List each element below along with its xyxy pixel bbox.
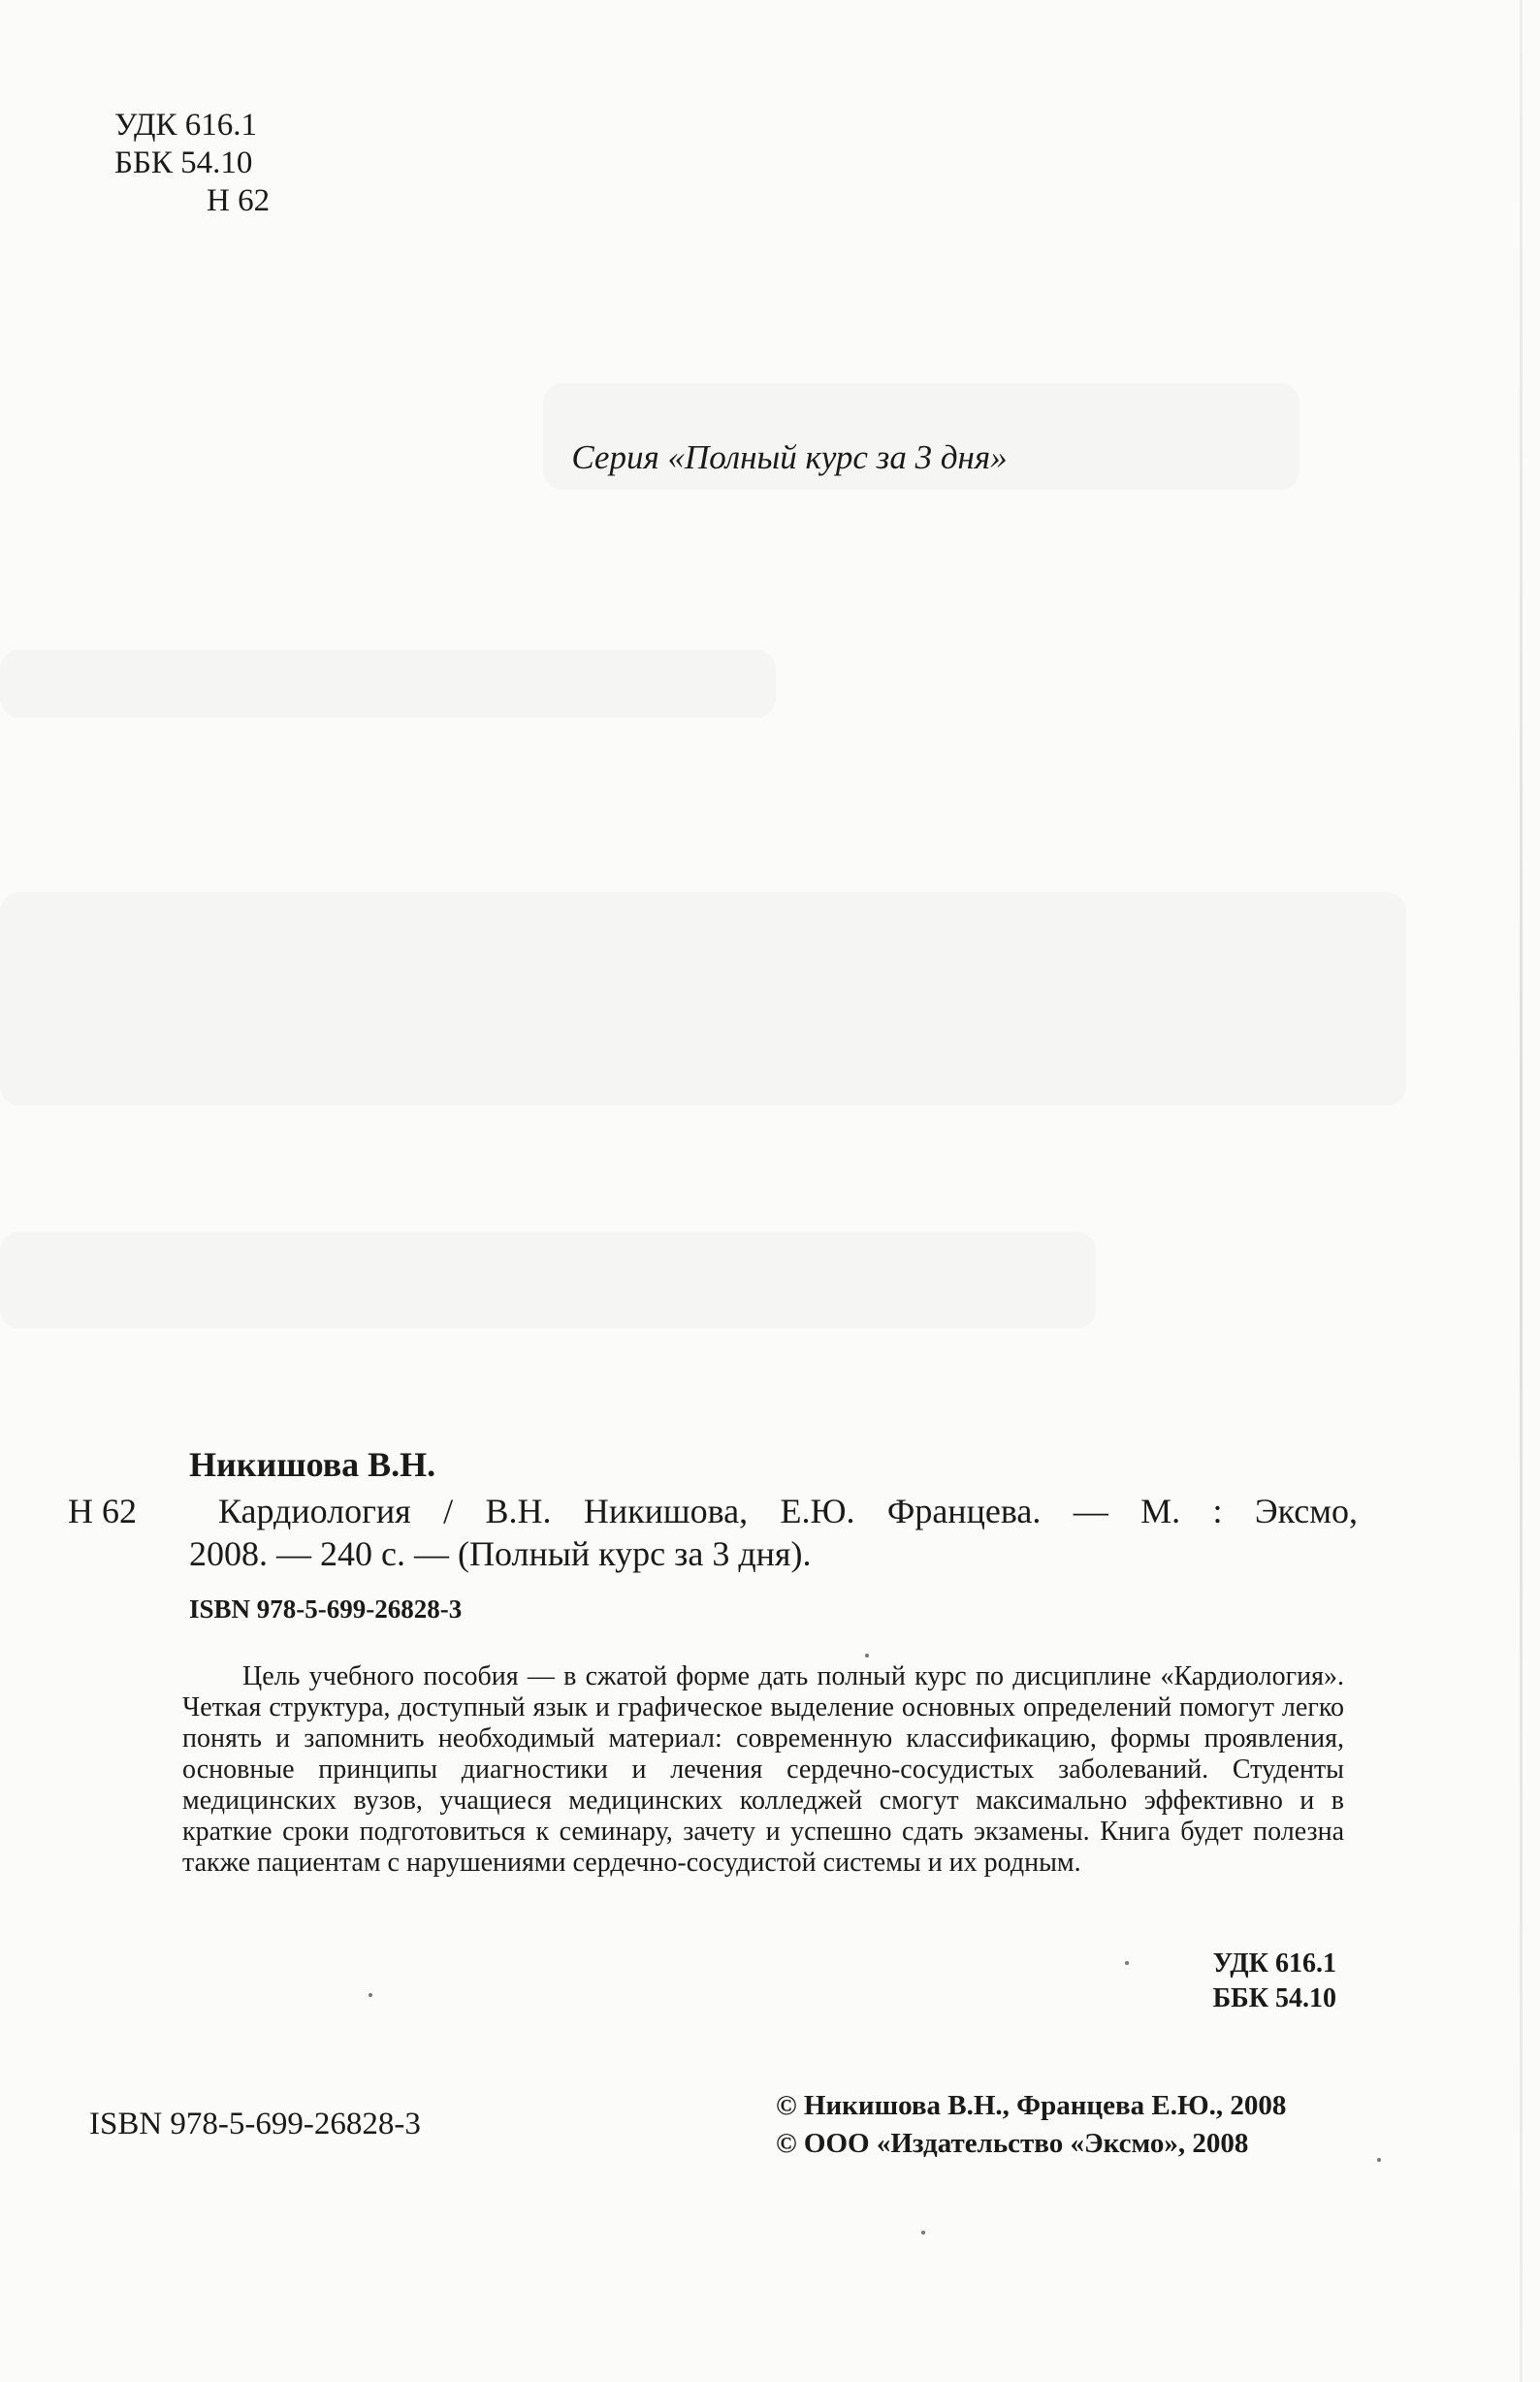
- record-entry: [68, 1490, 1358, 1575]
- book-abstract: Цель учебного пособия — в сжатой форме дать полный курс по дисциплине «Кардиология». Четкая структура, доступный язык и графическое выделение основных определений помогут легко понять и запомнить необходимый материал: современную классификацию, формы проявления, основные принципы диагностики и лечения сердечно-сосудистых заболеваний. Студенты медицинских вузов, учащиеся медицинских колледжей смогут максимально эффективно и в краткие сроки подготовиться к семинару, зачету и успешно сдать экзамены. Книга будет полезна также пациентам с нарушениями сердечно-сосудистой системы и их родным.: [182, 1661, 1344, 1878]
- record-text: [189, 1490, 1358, 1575]
- scan-speck: [921, 2231, 925, 2235]
- bbk-code-right: ББК 54.10: [1212, 1983, 1336, 2013]
- udk-code-right: УДК 616.1: [1212, 1948, 1336, 1979]
- record-author: Никишова В.Н.: [189, 1445, 436, 1484]
- show-through-shape: [0, 650, 776, 718]
- show-through-shape: [0, 892, 1406, 1106]
- bibliographic-record: [68, 1443, 1358, 1879]
- author-sign-code: Н 62: [207, 183, 271, 218]
- udk-code: УДК 616.1: [114, 108, 258, 143]
- record-code: Н 62: [68, 1492, 137, 1530]
- copyright-publisher: © ООО «Издательство «Эксмо», 2008: [776, 2128, 1249, 2159]
- scan-speck: [369, 1993, 372, 1997]
- scan-speck: [1377, 2158, 1381, 2162]
- isbn-bottom: ISBN 978-5-699-26828-3: [89, 2107, 421, 2141]
- series-title: Серия «Полный курс за 3 дня»: [571, 438, 1008, 476]
- classification-block: [114, 107, 270, 220]
- show-through-shape: [0, 1232, 1096, 1329]
- copyright-block: [776, 2087, 1286, 2163]
- record-line-1: Кардиология / В.Н. Никишова, Е.Ю. Францева. — М. : Эксмо,: [218, 1492, 1358, 1530]
- scan-speck: [865, 1654, 869, 1658]
- record-isbn: ISBN 978-5-699-26828-3: [189, 1594, 463, 1624]
- classification-codes-right: [1213, 1947, 1336, 2016]
- page-edge-shadow: [1520, 0, 1523, 2382]
- record-line-2: 2008. — 240 с. — (Полный курс за 3 дня).: [189, 1534, 812, 1573]
- scan-speck: [1125, 1961, 1129, 1965]
- copyright-authors: © Никишова В.Н., Францева Е.Ю., 2008: [776, 2090, 1287, 2121]
- bbk-code: ББК 54.10: [114, 145, 253, 180]
